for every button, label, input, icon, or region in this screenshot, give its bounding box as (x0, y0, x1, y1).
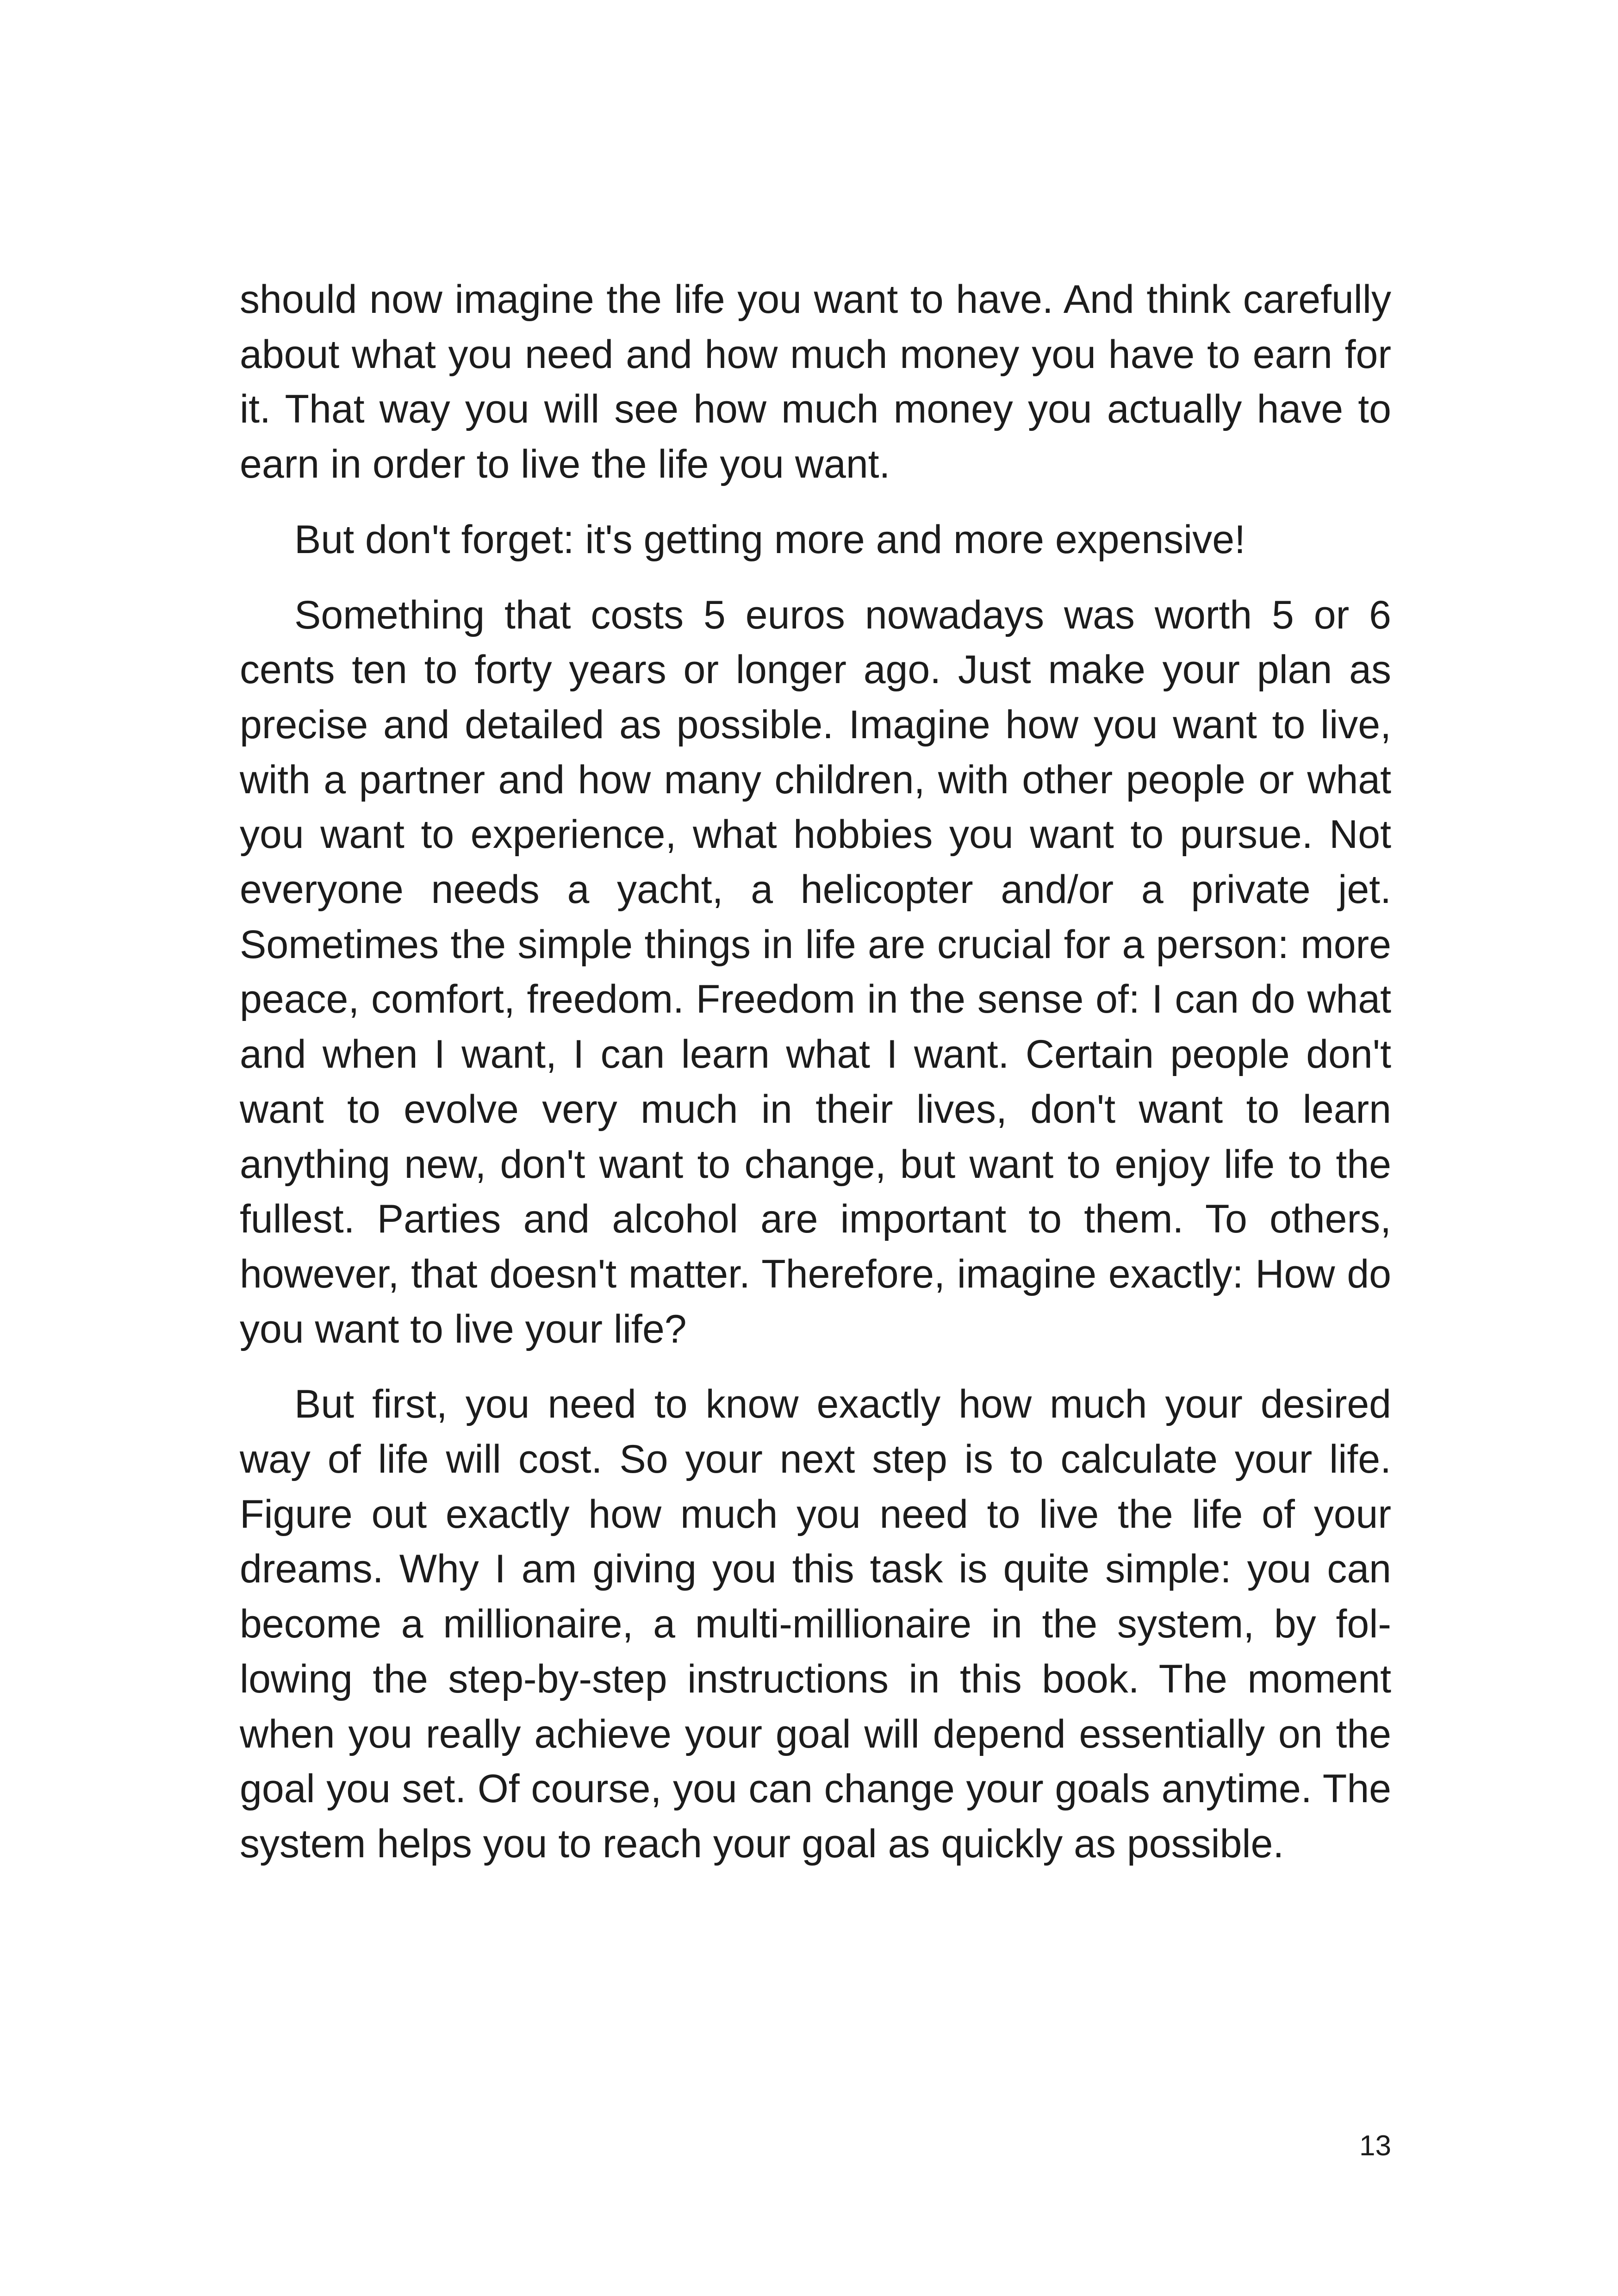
body-text (240, 272, 1391, 1872)
paragraph-4: But first, you need to know exactly how much your desired way of life will cost. So your next step is to calculate your life. Figure out exactly how much you need to live the life of your dreams. Why I am giving you this task is quite simple: you can become a millionaire, a multi-millionaire in the system, by following the step-by-step instructions in this book. The moment when you really achieve your goal will depend essentially on the goal you set. Of course, you can change your goals anytime. The system helps you to reach your goal as quickly as possible. (240, 1382, 1391, 1866)
paragraph-2: But don't forget: it's getting more and more expensive! (294, 517, 1245, 562)
paragraph-1: should now imagine the life you want to have. And think carefully about what you need and how much money you have to earn for it. That way you will see how much money you actually have to earn in order to live the life you want. (240, 277, 1391, 487)
page-number: 13 (1359, 2130, 1391, 2162)
paragraph-3: Something that costs 5 euros nowadays was worth 5 or 6 cents ten to forty years or longer ago. Just make your plan as precise and detailed as possible. Imagine how you want to live, with a partner and how many children, with other people or what you want to experience, what hobbies you want to pursue. Not everyone needs a yacht, a helicopter and/or a private jet. Sometimes the simple things in life are crucial for a person: more peace, comfort, freedom. Freedom in the sense of: I can do what and when I want, I can learn what I want. Certain people don't want to evolve very much in their lives, don't want to learn anything new, don't want to change, but want to enjoy life to the fullest. Parties and alcohol are important to them. To others, however, that doesn't matter. Therefore, imagine exactly: How do you want to live your life? (240, 592, 1391, 1351)
